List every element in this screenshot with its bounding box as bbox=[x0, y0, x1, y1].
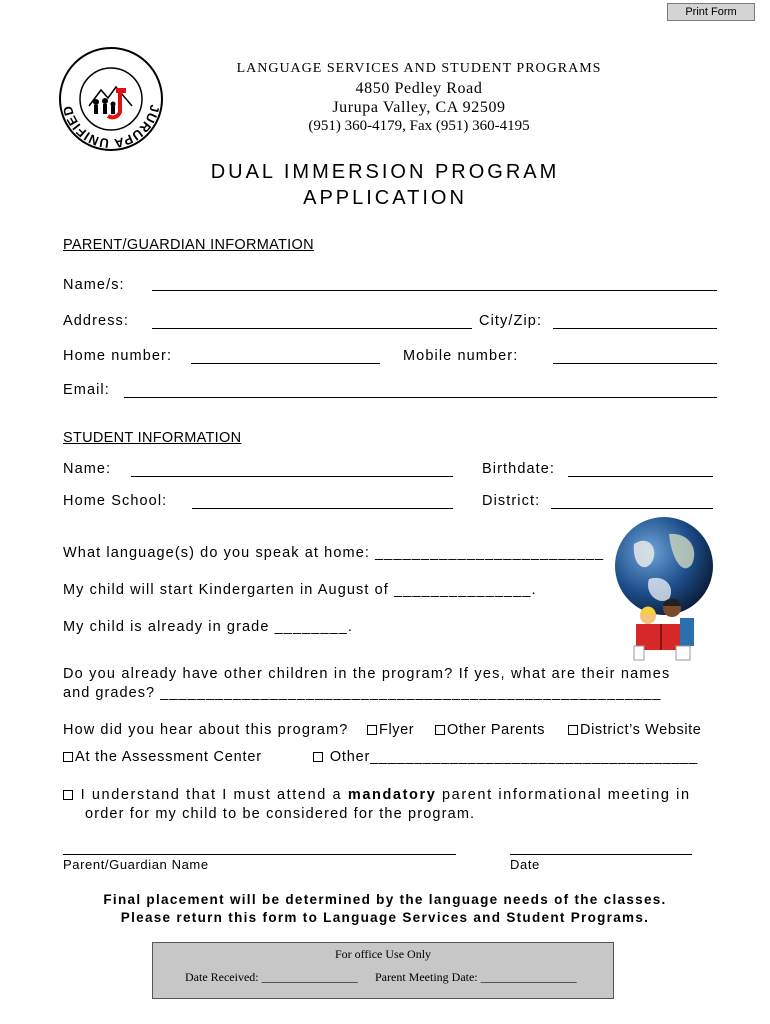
option-flyer-label: Flyer bbox=[379, 722, 415, 738]
option-district-website[interactable] bbox=[568, 722, 701, 738]
svg-text:JURUPA UNIFIED · SCHOOL DISTRI: JURUPA UNIFIED bbox=[59, 103, 163, 152]
understand-checkbox[interactable] bbox=[63, 790, 73, 800]
org-name: LANGUAGE SERVICES AND STUDENT PROGRAMS bbox=[236, 61, 602, 76]
home-number-label: Home number: bbox=[63, 348, 173, 364]
district-label: District: bbox=[482, 493, 541, 509]
page-title: DUAL IMMERSION PROGRAM bbox=[210, 161, 560, 183]
return-note: Please return this form to Language Services and Student Programs. bbox=[120, 910, 650, 925]
home-school-field[interactable] bbox=[192, 508, 453, 509]
birthdate-label: Birthdate: bbox=[482, 461, 556, 477]
date-label: Date bbox=[510, 857, 540, 872]
print-form-button[interactable]: Print Form bbox=[667, 3, 755, 21]
option-other-parents-label: Other Parents bbox=[447, 722, 546, 738]
email-label: Email: bbox=[63, 382, 110, 398]
student-section-heading: STUDENT INFORMATION bbox=[63, 430, 242, 446]
address-field[interactable] bbox=[152, 328, 472, 329]
understand-statement-line2: order for my child to be considered for the program. bbox=[85, 806, 476, 822]
placement-note: Final placement will be determined by the language needs of the classes. bbox=[103, 892, 667, 907]
option-other-parents[interactable] bbox=[435, 722, 545, 738]
birthdate-field[interactable] bbox=[568, 476, 713, 477]
home-school-label: Home School: bbox=[63, 493, 168, 509]
option-flyer[interactable] bbox=[367, 722, 414, 738]
siblings-question: Do you already have other children in the program? If yes, what are their names bbox=[63, 666, 671, 682]
home-number-field[interactable] bbox=[191, 363, 380, 364]
email-field[interactable] bbox=[124, 397, 717, 398]
page-title-line2: APPLICATION bbox=[303, 187, 467, 209]
language-question: What language(s) do you speak at home: _________________________ bbox=[63, 545, 605, 561]
office-use-title: For office Use Only bbox=[334, 947, 432, 961]
option-other[interactable] bbox=[313, 749, 698, 765]
siblings-question-line2: and grades? _______________________________________________________ bbox=[63, 685, 662, 701]
cityzip-label: City/Zip: bbox=[479, 313, 543, 329]
phone-fax: (951) 360-4179, Fax (951) 360-4195 bbox=[308, 118, 530, 134]
hear-question: How did you hear about this program? bbox=[63, 722, 349, 738]
office-use-box bbox=[152, 942, 614, 999]
parent-meeting-date-field[interactable]: Parent Meeting Date: ________________ bbox=[375, 970, 577, 984]
address-label: Address: bbox=[63, 313, 130, 329]
understand-text: I understand that I must attend a bbox=[75, 787, 348, 803]
understand-text-end: parent informational meeting in bbox=[436, 787, 691, 803]
understand-statement[interactable] bbox=[63, 787, 691, 803]
names-field[interactable] bbox=[152, 290, 717, 291]
city-address: Jurupa Valley, CA 92509 bbox=[332, 99, 506, 116]
mobile-number-field[interactable] bbox=[553, 363, 717, 364]
mandatory-text: mandatory bbox=[347, 787, 437, 803]
date-received-field[interactable]: Date Received: ________________ bbox=[185, 970, 358, 984]
district-website-checkbox[interactable] bbox=[568, 725, 578, 735]
other-parents-checkbox[interactable] bbox=[435, 725, 445, 735]
option-district-website-label: District’s Website bbox=[580, 722, 702, 738]
kindergarten-question: My child will start Kindergarten in August of _______________. bbox=[63, 582, 537, 598]
student-name-field[interactable] bbox=[131, 476, 453, 477]
option-other-label: Other_____________________________________ bbox=[325, 749, 699, 765]
globe-children-illustration bbox=[614, 514, 714, 662]
mobile-number-label: Mobile number: bbox=[403, 348, 519, 364]
option-assessment-center-label: At the Assessment Center bbox=[75, 749, 262, 765]
names-label: Name/s: bbox=[63, 277, 125, 293]
option-assessment-center[interactable] bbox=[63, 749, 262, 765]
district-field[interactable] bbox=[551, 508, 713, 509]
flyer-checkbox[interactable] bbox=[367, 725, 377, 735]
student-name-label: Name: bbox=[63, 461, 112, 477]
street-address: 4850 Pedley Road bbox=[355, 80, 483, 97]
other-checkbox[interactable] bbox=[313, 752, 323, 762]
grade-question: My child is already in grade ________. bbox=[63, 619, 354, 635]
parent-signature-line[interactable] bbox=[63, 854, 456, 855]
parent-section-heading: PARENT/GUARDIAN INFORMATION bbox=[63, 237, 314, 253]
date-signature-line[interactable] bbox=[510, 854, 692, 855]
cityzip-field[interactable] bbox=[553, 328, 717, 329]
assessment-center-checkbox[interactable] bbox=[63, 752, 73, 762]
parent-guardian-label: Parent/Guardian Name bbox=[63, 857, 209, 872]
